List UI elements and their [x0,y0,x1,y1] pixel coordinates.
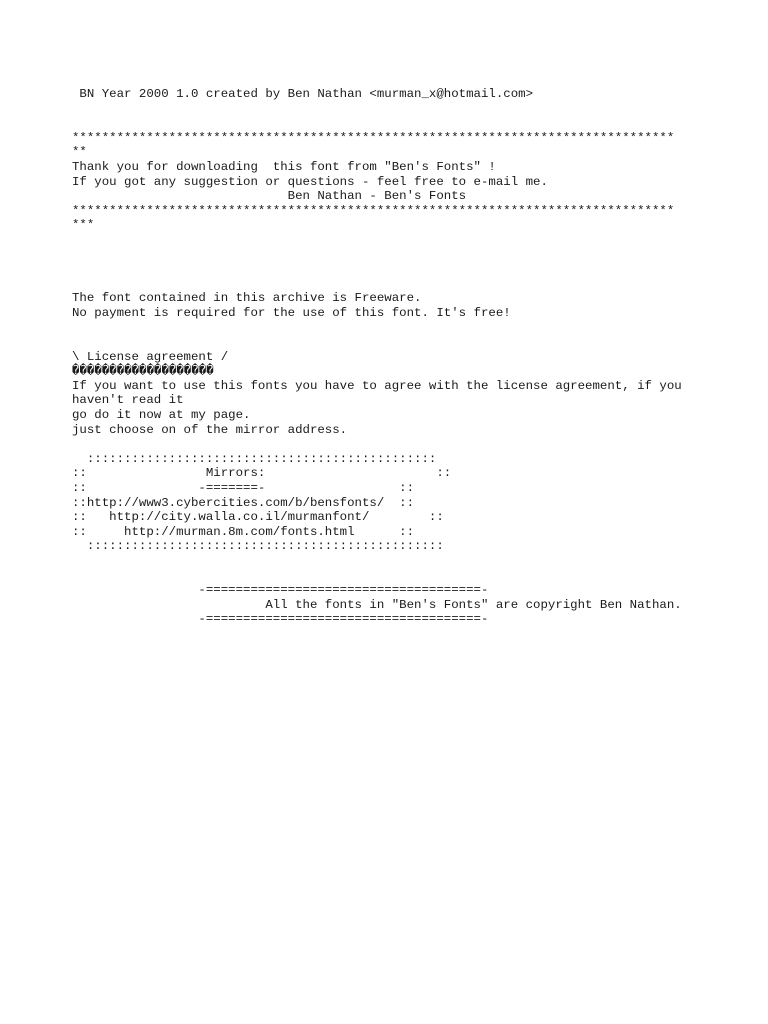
license-text-line: go do it now at my page. [72,408,251,423]
suggestion-line: If you got any suggestion or questions - feel free to e-mail me. [72,174,548,189]
document-body [72,87,712,627]
license-text-line: haven't read it [72,393,184,408]
signature-line: Ben Nathan - Ben's Fonts [72,189,467,204]
no-payment-line: No payment is required for the use of this font. It's free! [72,305,511,320]
asterisk-divider-wrap: ** [72,145,87,160]
copyright-divider: -=====================================- [72,583,489,598]
blank-line [72,335,712,350]
freeware-line: The font contained in this archive is Freeware. [72,291,422,306]
copyright-divider: -=====================================- [72,612,489,627]
copyright-line: All the fonts in "Ben's Fonts" are copyright Ben Nathan. [72,597,682,612]
blank-line [72,262,712,277]
license-heading: \ License agreement / [72,349,229,364]
mirror-url: :: http://city.walla.co.il/murmanfont/ :: [72,510,444,525]
blank-line [72,248,712,263]
asterisk-divider: ********************************************************************************* [72,203,675,218]
blank-line [72,277,712,292]
license-text-line: just choose on of the mirror address. [72,422,348,437]
license-text-line: If you want to use this fonts you have to agree with the license agreement, if you [72,378,682,393]
blank-line [72,437,712,452]
blank-line [72,116,712,131]
mirrors-box-title: :: Mirrors: :: [72,466,452,481]
header-line: BN Year 2000 1.0 created by Ben Nathan <murman_x@hotmail.com> [72,87,534,101]
blank-line [72,554,712,569]
blank-line [72,321,712,336]
asterisk-divider-wrap: *** [72,218,95,233]
mirror-url: ::http://www3.cybercities.com/b/bensfonts/ :: [72,495,415,510]
license-underline: ������������������� [72,364,214,379]
mirrors-box-border: ::::::::::::::::::::::::::::::::::::::::::::::: [72,451,437,466]
blank-line [72,569,712,584]
mirror-url: :: http://murman.8m.com/fonts.html :: [72,524,415,539]
thank-you-line: Thank you for downloading this font from "Ben's Fonts" ! [72,159,496,174]
mirrors-box-underline: :: -=======- :: [72,481,415,496]
blank-line [72,233,712,248]
blank-line [72,102,712,117]
mirrors-box-border: :::::::::::::::::::::::::::::::::::::::::::::::: [72,539,444,554]
asterisk-divider: ********************************************************************************* [72,130,675,145]
